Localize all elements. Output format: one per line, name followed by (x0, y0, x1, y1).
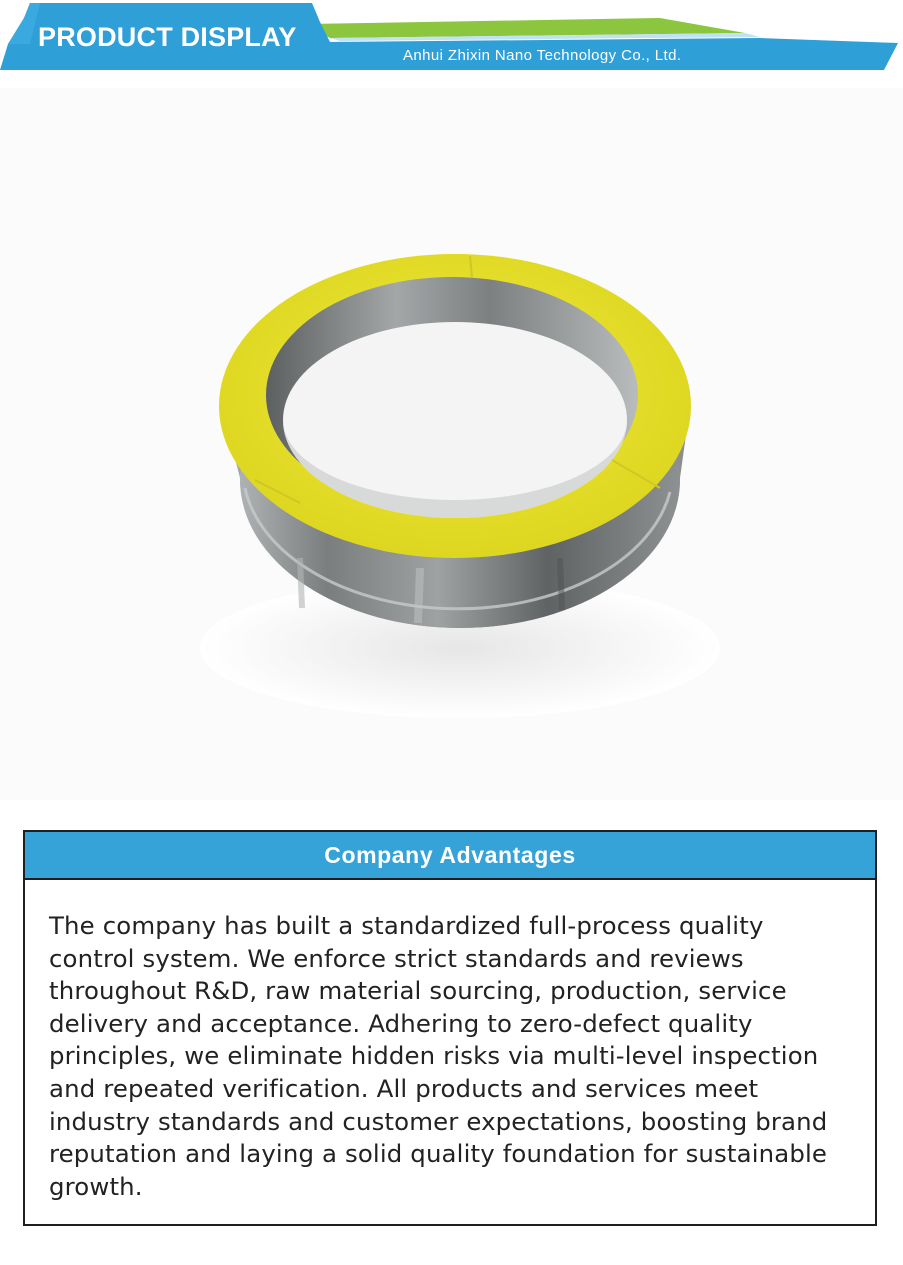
company-name: Anhui Zhixin Nano Technology Co., Ltd. (403, 47, 682, 64)
product-image (0, 88, 903, 800)
page-title: PRODUCT DISPLAY (38, 22, 297, 52)
header-banner (0, 0, 903, 80)
advantages-text: The company has built a standardized full-process quality control system. We enforce strict standards and reviews throughout R&D, raw material sourcing, production, service delivery and acceptance. Adhering to zero-defect quality principles, we eliminate hidden risks via multi-level inspection and repeated verification. All products and services meet industry standards and customer expectations, boosting brand reputation and laying a solid quality foundation for sustainable growth. (49, 911, 828, 1201)
advantages-header (25, 832, 875, 880)
advantages-title: Company Advantages (324, 841, 576, 868)
company-advantages-panel (23, 830, 877, 1226)
